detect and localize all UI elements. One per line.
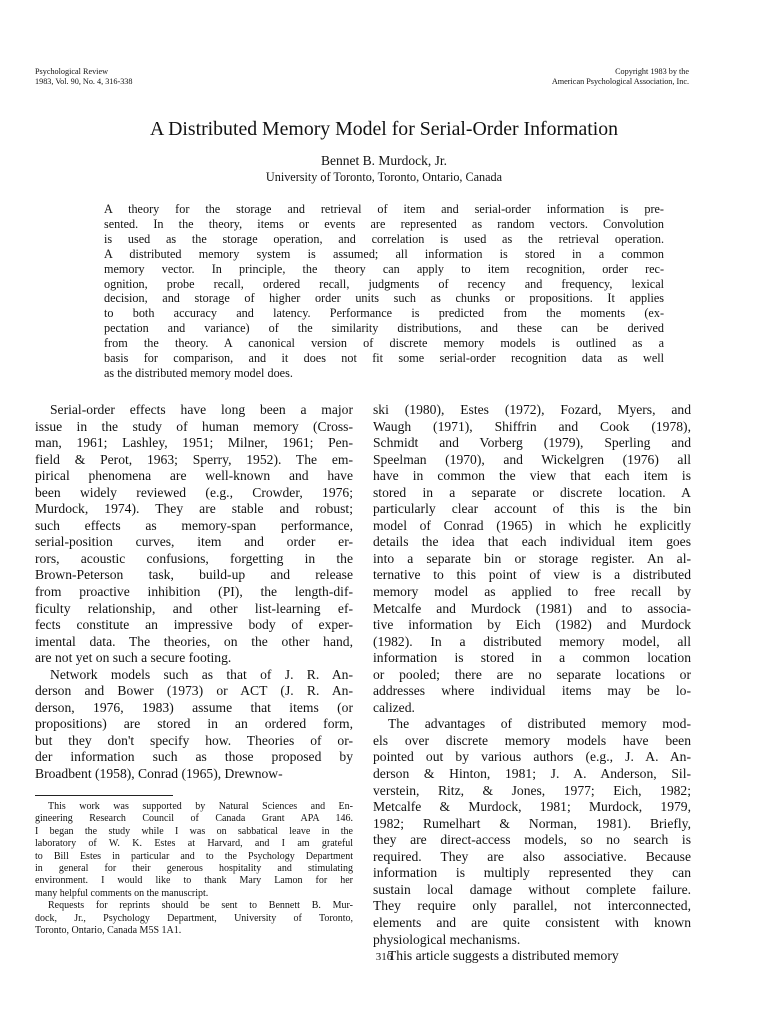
- body-text-line: This article suggests a distributed memory: [388, 948, 619, 964]
- abstract-line: A distributed memory system is assumed; all information is stored in a common: [104, 246, 664, 261]
- footnote-line: environment. I would like to thank Mary Lamon for her: [35, 875, 353, 887]
- footnote-line: laboratory of W. K. Estes at Harvard, and I am grateful: [35, 838, 353, 850]
- body-text-line: fects constitute an impressive body of exper-: [35, 617, 353, 633]
- author-name: Bennet B. Murdock, Jr.: [321, 153, 447, 168]
- body-text-line: els over discrete memory models have been: [373, 732, 691, 748]
- body-text-line: ficulty relationship, and other list-learning ef-: [35, 600, 353, 616]
- abstract-line: pectation and variance) of the similarity distributions, and these can be derived: [104, 321, 664, 336]
- body-text-line: Schmidt and Vorberg (1979), Sperling and: [373, 435, 691, 451]
- abstract-line: sented. In the theory, items or events are represented as random vectors. Convolution: [104, 216, 664, 231]
- body-text-line: Waugh (1971), Shiffrin and Cook (1978),: [373, 418, 691, 434]
- body-text-line: field & Perot, 1963; Sperry, 1952). The em-: [35, 451, 353, 467]
- body-text-line: stored in a separate or discrete location. A: [373, 484, 691, 500]
- body-text-line: Broadbent (1958), Conrad (1965), Drewnow-: [35, 766, 283, 782]
- left-column: [35, 402, 353, 783]
- body-text-line: or pooled; there are no separate locations or: [373, 666, 691, 682]
- body-text-line: required. They are also associative. Because: [373, 848, 691, 864]
- body-text-line: into a separate bin or storage register. An al-: [373, 550, 691, 566]
- body-text-line: pointed out by various authors (e.g., J. A. An-: [373, 749, 691, 765]
- body-text-line: verstein, Ritz, & Jones, 1977; Eich, 1982;: [373, 782, 691, 798]
- body-text-line: calized.: [373, 699, 415, 715]
- body-text-line: Network models such as that of J. R. An-: [50, 666, 353, 682]
- footnote-line: many helpful comments on the manuscript.: [35, 887, 209, 899]
- body-text-line: particularly clear account of this is the bin: [373, 501, 691, 517]
- abstract-line: A theory for the storage and retrieval of item and serial-order information is pre-: [104, 202, 664, 216]
- page-number: 316: [375, 951, 393, 963]
- author-affiliation: University of Toronto, Toronto, Ontario, Canada: [265, 170, 503, 184]
- body-text-line: ternative to this point of view is a distributed: [373, 567, 691, 583]
- footnote-line: dock, Jr., Psychology Department, University of Toronto,: [35, 912, 353, 924]
- body-text-line: are not yet on such a secure footing.: [35, 650, 232, 666]
- body-text-line: but they don't specify how. Theories of or-: [35, 732, 353, 748]
- body-text-line: model of Conrad (1965) in which he explicitly: [373, 517, 691, 533]
- footnote-line: I began the study while I was on sabbatical leave in the: [35, 825, 353, 837]
- body-text-line: ski (1980), Estes (1972), Fozard, Myers, and: [373, 402, 691, 417]
- body-text-line: The advantages of distributed memory mod-: [388, 716, 691, 732]
- body-text-line: been widely reviewed (e.g., Crowder, 1976;: [35, 484, 353, 500]
- copyright-year: Copyright 1983 by the: [615, 67, 689, 76]
- body-text-line: Murdock, 1974). They are stable and robust;: [35, 501, 353, 517]
- paper-title: A Distributed Memory Model for Serial-Order Information: [149, 118, 619, 140]
- footnote-line: Toronto, Ontario, Canada M5S 1A1.: [35, 925, 182, 937]
- body-text-line: information is stored in a common location: [373, 650, 691, 666]
- journal-name: Psychological Review: [35, 67, 108, 76]
- abstract: [104, 202, 664, 381]
- copyright-notice: [552, 67, 689, 86]
- footnote-line: in general for their generous hospitality and stimulating: [35, 863, 353, 875]
- body-text-line: Brown-Peterson task, build-up and release: [35, 567, 353, 583]
- abstract-line: to both accuracy and latency. Performance is predicted from the moments (ex-: [104, 306, 664, 321]
- body-text-line: derson, 1976, 1983) assume that items (or: [35, 699, 353, 715]
- body-text-line: addresses where individual items may be lo-: [373, 683, 691, 699]
- footnote-rule: [35, 795, 173, 796]
- abstract-line: memory vector. In principle, the theory can apply to item recognition, order rec-: [104, 261, 664, 276]
- body-text-line: imental data. The theories, on the other hand,: [35, 633, 353, 649]
- body-text-line: man, 1961; Lashley, 1951; Milner, 1961; Pen-: [35, 435, 353, 451]
- abstract-line: as the distributed memory model does.: [104, 365, 293, 380]
- body-text-line: such effects as memory-span performance,: [35, 517, 353, 533]
- footnote-line: This work was supported by Natural Sciences and En-: [48, 801, 353, 812]
- body-text-line: (1982). In a distributed memory model, all: [373, 633, 691, 649]
- body-text-line: propositions) are stored in an ordered form,: [35, 716, 353, 732]
- body-text-line: information is multiply represented they can: [373, 865, 691, 881]
- body-text-line: They require only parallel, not interconnected,: [373, 898, 691, 914]
- body-text-line: from proactive inhibition (PI), the length-dif-: [35, 584, 353, 600]
- footnote-line: Requests for reprints should be sent to Bennett B. Mur-: [48, 900, 353, 912]
- body-text-line: serial-position curves, item and order er-: [35, 534, 353, 550]
- right-column: [373, 402, 691, 965]
- abstract-line: ognition, probe recall, ordered recall, judgments of recency and frequency, lexical: [104, 276, 664, 291]
- footnote-line: to Bill Estes in particular and to the Psychology Department: [35, 850, 353, 862]
- body-text-line: issue in the study of human memory (Cross-: [35, 418, 353, 434]
- body-text-line: Metcalfe & Murdock, 1981; Murdock, 1979,: [373, 799, 691, 815]
- body-text-line: rors, acoustic confusions, forgetting in the: [35, 550, 353, 566]
- body-text-line: details the idea that each individual item goes: [373, 534, 691, 550]
- body-text-line: pirical phenomena are well-known and have: [35, 468, 353, 484]
- footnote-line: gineering Research Council of Canada Grant APA 146.: [35, 813, 353, 825]
- body-text-line: derson & Hinton, 1981; J. A. Anderson, Sil-: [373, 766, 691, 782]
- copyright-holder: American Psychological Association, Inc.: [551, 76, 689, 86]
- abstract-line: basis for comparison, and it does not fit some serial-order recognition data as well: [104, 351, 664, 366]
- body-text-line: Speelman (1970), and Wickelgren (1976) all: [373, 451, 691, 467]
- body-text-line: derson and Bower (1973) or ACT (J. R. An-: [35, 683, 353, 699]
- journal-volume: 1983, Vol. 90, No. 4, 316-338: [35, 76, 133, 86]
- body-text-line: Serial-order effects have long been a major: [50, 402, 353, 417]
- body-text-line: physiological mechanisms.: [373, 931, 521, 947]
- body-text-line: sustain local damage without complete failure.: [373, 881, 691, 897]
- abstract-line: from the theory. A canonical version of discrete memory models is outlined as a: [104, 336, 664, 351]
- abstract-line: is used as the storage operation, and correlation is used as the retrieval operation.: [104, 231, 664, 246]
- journal-citation: [35, 67, 133, 86]
- footnote: [35, 801, 353, 937]
- body-text-line: Metcalfe and Murdock (1981) and to associa-: [373, 600, 691, 616]
- body-text-line: elements and are quite consistent with known: [373, 914, 691, 930]
- abstract-line: decision, and storage of higher order units such as chunks or propositions. It applies: [104, 291, 664, 306]
- body-text-line: memory model as applied to free recall by: [373, 584, 691, 600]
- body-text-line: have in common the view that each item is: [373, 468, 691, 484]
- body-text-line: tive information by Eich (1982) and Murdock: [373, 617, 691, 633]
- body-text-line: der information such as those proposed by: [35, 749, 353, 765]
- body-text-line: 1982; Rumelhart & Norman, 1981). Briefly,: [373, 815, 691, 831]
- body-text-line: they are direct-access models, so no search is: [373, 832, 691, 848]
